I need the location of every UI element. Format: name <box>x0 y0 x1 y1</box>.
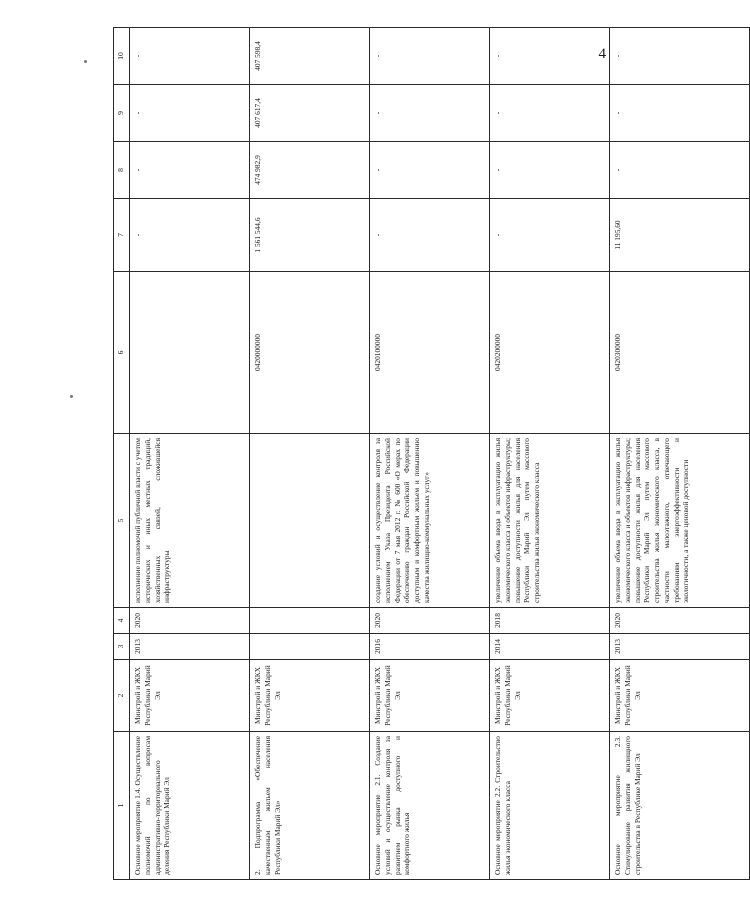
value-col-8: - <box>610 142 750 199</box>
end-year: 2020 <box>130 608 250 634</box>
scan-speck <box>84 60 87 63</box>
start-year <box>250 634 370 660</box>
activity-name: Основное мероприятие 2.2. Строительство жилья экономического класса <box>490 732 610 880</box>
col-num-6: 6 <box>114 272 130 434</box>
table-row <box>370 28 490 880</box>
start-year: 2013 <box>610 634 750 660</box>
col-num-4: 4 <box>114 608 130 634</box>
budget-code: 0420300000 <box>610 272 750 434</box>
col-num-9: 9 <box>114 85 130 142</box>
table-row <box>610 28 750 880</box>
table-row <box>250 28 370 880</box>
page-number: 4 <box>598 46 606 62</box>
value-col-10: - <box>610 28 750 85</box>
value-col-9: - <box>610 85 750 142</box>
value-col-10: - <box>370 28 490 85</box>
value-col-8: - <box>130 142 250 199</box>
value-col-7: - <box>370 199 490 272</box>
activity-name: 2. Подпрограмма «Обеспечение качественным жильем населения Республики Марий Эл» <box>250 732 370 880</box>
rotated-table-wrapper <box>113 28 691 880</box>
expected-result: увеличение объема ввода в эксплуатацию жилья экономического класса и объектов инфраструктуры; повышение доступности жилья для населения Республики Марий Эл путем массового строительства жилья экономического класса, в частности малоэтажного, отвечающего требованиям энергоэффективности и экологичности, а также ценовой доступности <box>610 434 750 608</box>
col-num-3: 3 <box>114 634 130 660</box>
value-col-9: 407 617,4 <box>250 85 370 142</box>
expected-result: исполнение полномочий публичной власти с учетом исторических и иных местных традиций, хозяйственных связей, сложившейся инфраструктуры <box>130 434 250 608</box>
value-col-8: 474 982,9 <box>250 142 370 199</box>
executor: Минстрой и ЖКХ Республики Марий Эл <box>130 660 250 732</box>
value-col-9: - <box>490 85 610 142</box>
col-num-5: 5 <box>114 434 130 608</box>
start-year: 2013 <box>130 634 250 660</box>
budget-code: 0420000000 <box>250 272 370 434</box>
value-col-7: - <box>130 199 250 272</box>
col-num-8: 8 <box>114 142 130 199</box>
table-row <box>130 28 250 880</box>
col-num-10: 10 <box>114 28 130 85</box>
value-col-9: - <box>130 85 250 142</box>
activity-name: Основное мероприятие 2.3. Стимулирование развития жилищного строительства в Республике Марий Эл <box>610 732 750 880</box>
scan-speck <box>70 395 73 398</box>
executor: Минстрой и ЖКХ Республики Марий Эл <box>490 660 610 732</box>
activities-table <box>113 27 750 880</box>
executor: Минстрой и ЖКХ Республики Марий Эл <box>610 660 750 732</box>
col-num-2: 2 <box>114 660 130 732</box>
end-year: 2020 <box>610 608 750 634</box>
value-col-9: - <box>370 85 490 142</box>
expected-result <box>250 434 370 608</box>
budget-code: 0420200000 <box>490 272 610 434</box>
col-num-1: 1 <box>114 732 130 880</box>
value-col-7: 11 195,60 <box>610 199 750 272</box>
value-col-7: - <box>490 199 610 272</box>
value-col-10: - <box>490 28 610 85</box>
end-year: 2020 <box>370 608 490 634</box>
column-number-row <box>114 28 130 880</box>
activity-name: Основное мероприятие 2.1. Создание условий и осуществление контроля за развитием рынка доступного и комфортного жилья <box>370 732 490 880</box>
budget-code: 0420100000 <box>370 272 490 434</box>
value-col-8: - <box>490 142 610 199</box>
start-year: 2014 <box>490 634 610 660</box>
executor: Минстрой и ЖКХ Республики Марий Эл <box>250 660 370 732</box>
col-num-7: 7 <box>114 199 130 272</box>
executor: Минстрой и ЖКХ Республики Марий Эл <box>370 660 490 732</box>
value-col-7: 1 561 544,6 <box>250 199 370 272</box>
value-col-8: - <box>370 142 490 199</box>
end-year: 2018 <box>490 608 610 634</box>
budget-code <box>130 272 250 434</box>
value-col-10: 407 598,4 <box>250 28 370 85</box>
end-year <box>250 608 370 634</box>
expected-result: увеличение объема ввода в эксплуатацию жилья экономического класса и объектов инфраструктуры; повышение доступности жилья для населения Республики Марий Эл путем массового строительства жилья экономического класса <box>490 434 610 608</box>
activity-name: Основное мероприятие 1.4. Осуществление полномочий по вопросам административно-территориального деления Республики Марий Эл <box>130 732 250 880</box>
expected-result: создание условий и осуществление контроля за исполнением Указа Президента Российской Федерации от 7 мая 2012 г. № 600 «О мерах по обеспечению граждан Российской Федерации доступным и комфортным жильем и повышению качества жилищно-коммунальных услуг» <box>370 434 490 608</box>
value-col-10: - <box>130 28 250 85</box>
start-year: 2016 <box>370 634 490 660</box>
table-row <box>490 28 610 880</box>
